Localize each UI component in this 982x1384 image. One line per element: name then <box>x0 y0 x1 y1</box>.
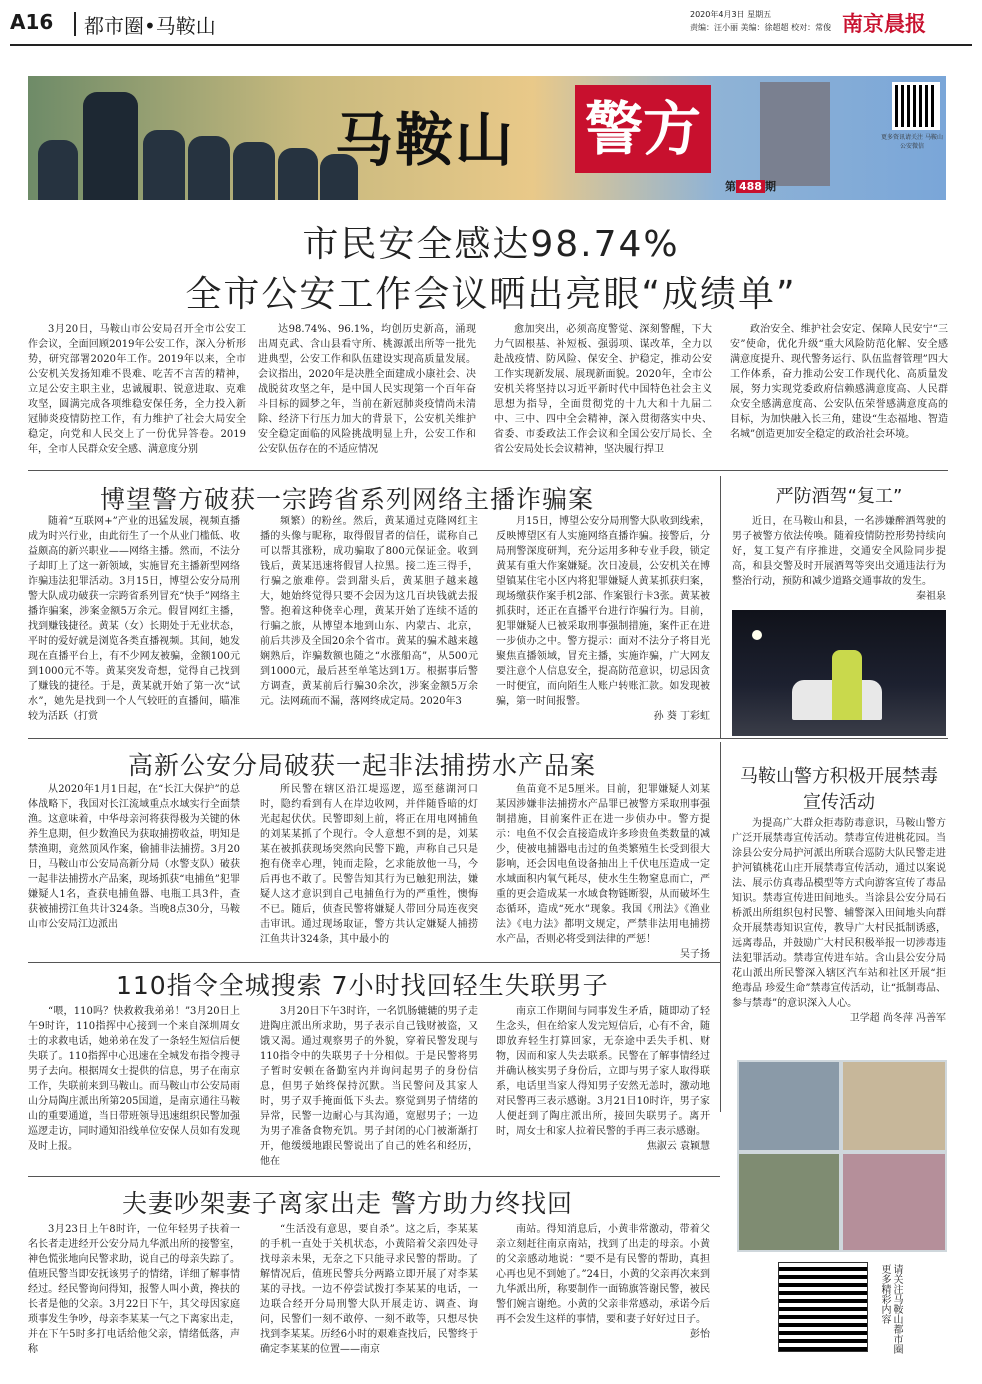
lead-headline-2: 全市公安工作会议晒出亮眼“成绩单” <box>185 274 797 315</box>
sidebar-headline: 马鞍山警方积极开展禁毒宣传活动 <box>740 766 938 813</box>
qr-code-icon <box>892 82 940 130</box>
banner-title-highlight: 警方 <box>575 85 711 173</box>
masthead-logo: 南京晨报 <box>842 11 926 36</box>
article-column: 3月20日下午3时许，一名饥肠辘辘的男子走进陶庄派出所求助，男子表示自己钱财被盗，又饿又渴。通过观察男子的外貌，穿着民警发现与110指令中的失联男子十分相似。于是民警将男子暂时安顿在备勤室内并询问起男子的身份信息，但男子始终保持沉默。当民警问及其家人时，男子双手掩面低下头去。察觉到男子情绪的异常，民警一边耐心与其沟通，宽慰男子；一边为男子准备食物充饥。男子封闭的心门被渐渐打开，他缓缓地跟民警说出了自己的姓名和经历，他在 <box>260 1006 478 1167</box>
issue-number <box>725 178 776 194</box>
sidebar-headline: 严防酒驾“复工” <box>775 486 903 507</box>
qr-footer-caption: 请关注马鞍山都市圈 更多精彩内容 <box>879 1264 902 1354</box>
article-headline: 夫妻吵架妻子离家出走 警方助力终找回 <box>122 1189 573 1218</box>
sidebar-body: 近日，在马鞍山和县，一名涉嫌醉酒驾驶的男子被警方依法传唤。随着疫情防控形势持续向好，复工复产有序推进，交通安全风险同步提高，和县交警及时开展酒驾等突出交通违法行为整治行动，预防和减少道路交通事故的发生。 秦祖泉 <box>732 516 946 602</box>
page-number: A16 <box>10 10 54 34</box>
article-column: 从2020年1月1日起，在“长江大保护”的总体战略下，我国对长江流域重点水域实行全面禁渔。这意味着，中华母亲河将获得极为关键的休养生息期，但少数渔民为获取捕捞收益，明知是禁渔期，竟然顶风作案，偷捕非法捕捞。3月20日，马鞍山市公安局高新分局（水警支队）破获一起非法捕捞水产品案，现场抓获“电捕鱼”犯罪嫌疑人1名，查获电捕鱼器、电瓶工具3件，查获被捕捞江鱼共计324条。当晚8点30分，马鞍山市公安局江边派出 <box>28 784 240 930</box>
article-column: 月15日，博望公安分局刑警大队收到线索，反映博望区有人实施网络直播诈骗。接警后，分局刑警深度研判，充分运用多种专业手段，锁定黄某有重大作案嫌疑。次日凌晨，公安机关在博望镇某住宅小区内将犯罪嫌疑人黄某抓获归案，现场缴获作案手机2部、作案银行卡3张。黄某被抓获时，还正在直播平台进行诈骗行为。目前，犯罪嫌疑人已被采取刑事强制措施，案件正在进一步侦办之中。警方提示：面对不法分子将目光聚焦直播领域，冒充主播，实施诈骗，广大网友要注意个人信息安全，提高防范意识，切忌因贪一时便宜，而向陌生人账户转账汇款。如发现被骗，第一时间报警。 孙 葵 丁彩虹 <box>496 516 710 722</box>
byline: 卫学超 尚冬萍 冯善军 <box>849 1013 946 1024</box>
dateline: 2020年4月3日 星期五 <box>690 10 772 19</box>
byline: 焦淑云 袁颖慧 <box>646 1141 710 1152</box>
issue-suffix: 期 <box>764 180 776 193</box>
banner-title: 马鞍山 <box>335 106 516 174</box>
byline: 吴子扬 <box>680 949 710 958</box>
antidrug-photo-collage <box>737 1060 947 1252</box>
article-column: 随着“互联网+”产业的迅猛发展，视频直播成为时兴行业，由此衍生了一个从业门槛低、收益颇高的新兴职业——网络主播。然而，不法分子却盯上了这一新领域，实施冒充主播新型网络诈骗违法犯罪活动。3月15日，博望公安分局刑警大队成功破获一宗跨省系列冒充“快手”网络主播诈骗案，涉案金额5万余元。假冒网红主播，找到赚钱捷径。黄某（女）长期处于无业状态，平时的爱好就是浏览各类直播视频。其间，她发现在直播平台上，有不少网友被骗，金额100元到1000元不等。黄某突发奇想，觉得自己找到了赚钱的捷径。于是，黄某就开始了第一次“试水”，她先是找到一个人气较旺的直播间，瞄准较为活跃（打赏 <box>28 516 240 722</box>
column-rule <box>720 742 721 1112</box>
header-rule <box>10 44 972 46</box>
article-column: 南站。得知消息后，小黄非常激动，带着父亲立刻赶往南京南站，找到了出走的母亲。小黄的父亲感动地说：“要不是有民警的帮助，真担心再也见不到她了。”24日，小黄的父亲再次来到九华派出所，称要制作一面锦旗答谢民警，被民警们婉言谢绝。小黄的父亲非常感动，承诺今后再不会发生这样的事情，要和妻子好好过日子。 彭怡 <box>496 1224 710 1340</box>
issue-value: 488 <box>736 180 765 193</box>
article-column: 3月23日上午8时许，一位年轻男子扶着一名长者走进经开公安分局九华派出所的接警室，神色慌张地向民警求助，说自己的母亲失踪了。值班民警当即安抚该男子的情绪，详细了解事情经过。经民警询问得知，报警人叫小黄，搀扶的长者是他的父亲。3月22日下午，其父母因家庭琐事发生争吵，母亲李某某一气之下离家出走，并在下午5时多打电话给他父亲，情绪低落，声称 <box>28 1224 240 1355</box>
lead-column-3: 愈加突出，必须高度警觉、深刻警醒，下大力气固根基、补短板、强弱项、谋改革，全力以赴战疫情、防风险、保安全、护稳定，推动公安工作实现新发展、展现新面貌。2020年，全市公安机关将坚持以习近平新时代中国特色社会主义思想为指导，全面贯彻党的十九大和十九届二中、三中、四中全会精神，深入贯彻落实中央、省委、市委政法工作会议和全国公安厅局长、全省公安局处长会议精神，坚决履行捍卫 <box>494 324 712 455</box>
article-column: “喂，110吗？快救救我弟弟！”3月20日上午9时许，110指挥中心接到一个来自深圳周女士的求救电话，她弟弟在发了一条轻生短信后便失联了。110指挥中心迅速在全城发布指令搜寻男子去向。根据周女士提供的信息，男子在南京工作，失联前来到马鞍山。而马鞍山市公安局雨山分局陶庄派出所第205国道，是南京通往马鞍山的重要通道，当日带班领导迅速组织民警加强巡逻走访，同时通知沿线单位安保人员如有发现及时上报。 <box>28 1006 240 1152</box>
qr-code-icon <box>778 1262 868 1352</box>
article-headline: 高新公安分局破获一起非法捕捞水产品案 <box>128 751 597 780</box>
article-column: “生活没有意思，要自杀”。这之后，李某某的手机一直处于关机状态，小黄陪着父亲四处寻找母亲未果，无奈之下只能寻求民警的帮助。了解情况后，值班民警兵分两路立即开展了对李某某的寻找。一边不停尝试拨打李某某的电话，一边联合经开分局刑警大队开展走访、调查、询问，民警们一刻不敢停、一刻不敢等，只想尽快找到李某某。历经6小时的艰难查找后，民警终于确定李某某的位置——南京 <box>260 1224 478 1355</box>
section-rule <box>28 962 720 963</box>
byline: 孙 葵 丁彩虹 <box>653 711 710 722</box>
article-headline: 110指令全城搜索 7小时找回轻生失联男子 <box>116 971 609 1000</box>
article-column: 鱼苗竟不足5厘米。目前，犯罪嫌疑人刘某某因涉嫌非法捕捞水产品罪已被警方采取刑事强制措施，目前案件正在进一步侦办中。警方提示：电鱼不仅会直接造成许多珍贵鱼类数量的减少，使被电捕器电击过的鱼类繁殖生长受到很大影响，还会因电鱼设备抽出上千伏电压造成一定水域面积内氧气耗尽，使水生生物窒息而亡，严重的更会造成某一水域食物链断裂，从而破坏生态循环，造成“死水”现象。我国《刑法》《渔业法》《电力法》都明文规定，严禁非法用电捕捞水产品，否则必将受到法律的严惩！ 吴子扬 <box>496 782 710 958</box>
byline: 彭怡 <box>690 1329 710 1340</box>
byline: 秦祖泉 <box>916 591 946 602</box>
issue-prefix: 第 <box>725 180 736 193</box>
section-name: 都市圈•马鞍山 <box>84 14 216 38</box>
header-separator <box>74 12 76 36</box>
lead-column-4: 政治安全、维护社会安定、保障人民安宁“三安”使命，优化升级“重大风险防范化解、安全感满意度提升、现代警务运行、队伍监督管理”四大工作体系，奋力推动公安工作现代化、高质量发展，努力实现党委政府信赖感满意度高、人民群众安全感满意度高、公安队伍荣誉感满意度高的目标，为加快融入长三角，建设“生态福地、智造名城”创造更加安全稳定的政治社会环境。 <box>730 324 948 440</box>
section-rule <box>28 470 948 471</box>
section-rule <box>28 1176 720 1177</box>
lead-column-2: 达98.74%、96.1%，均创历史新高，涌现出周克武、含山县看守所、桃源派出所等一批先进典型，公安工作和队伍建设实现高质量发展。会议指出，2020年是决胜全面建成小康社会、决战脱贫攻坚之年，是中国人民实现第一个百年奋斗目标的圆梦之年，当前在新冠肺炎疫情尚未清除、经济下行压力加大的背景下，公安机关维护安全稳定面临的风险挑战明显上升，公安工作和公安队伍存在的不适应情况 <box>258 324 476 455</box>
article-headline: 博望警方破获一宗跨省系列网络主播诈骗案 <box>100 485 595 514</box>
article-column: 频繁）的粉丝。然后，黄某通过克隆网红主播的头像与昵称，取得假冒者的信任，谎称自己可以帮其涨粉，成功骗取了800元保证金。收到钱后，黄某迅速将假冒人拉黑。接二连三得手，行骗之旅难停。尝到甜头后，黄某胆子越来越大，她始终觉得只要不会因为这几百块钱就去报警。抱着这种侥幸心理，黄某开始了连续不适的行骗之旅，从博望本地到山东、内蒙古、北京，前后共涉及全国20余个省市。黄某的骗术越来越娴熟后，诈骗数额也随之“水涨船高”，从500元到1000元，最后甚至单笔达到1万。根据事后警方调查，黄某前后行骗30余次，涉案金额5万余元。法网疏而不漏，落网终成定局。2020年3 <box>260 516 478 707</box>
building-image <box>760 82 830 186</box>
editors-line: 责编：汪小丽 美编：徐超超 校对：常俊 <box>690 23 832 32</box>
lead-column-1: 3月20日，马鞍山市公安局召开全市公安工作会议，全面回顾2019年公安工作，深入分析形势，研究部署2020年工作。2019年以来，全市公安机关发扬知难不畏难、吃苦不言苦的精神，立足公安主职主业，忠诚履职、锐意进取、克难攻坚，圆满完成各项维稳安保任务，全力投入新冠肺炎疫情防控工作，有力维护了社会大局安全稳定，向党和人民交上了一份优异答卷。2019年，全市人民群众安全感、满意度分别 <box>28 324 246 455</box>
section-rule <box>28 738 948 739</box>
article-column: 南京工作期间与同事发生矛盾，随即动了轻生念头，但在给家人发完短信后，心有不舍，随即放弃轻生打算回家，无奈途中丢失手机、财物，因而和家人失去联系。民警在了解事情经过并确认核实男子身份后，立即与男子家人取得联系，电话里当家人得知男子安然无恙时，激动地对民警再三表示感谢。3月21日10时许，男子家人便赶到了陶庄派出所，接回失联男子。离开时，周女士和家人拉着民警的手再三表示感谢。 焦淑云 袁颖慧 <box>496 1006 710 1152</box>
lead-headline-1: 市民安全感达98.74% <box>302 224 680 265</box>
qr-caption: 更多资讯请关注 马鞍山公安微信 <box>881 134 943 150</box>
article-column: 所民警在辖区沿江堤巡逻，巡至慈湖河口时，隐约看到有人在岸边收网，并伴随昏暗的灯光起起伏伏。民警即刻上前，将正在用电网捕鱼的刘某某抓了个现行。令人意想不到的是，刘某某在被抓获现场突然向民警下跪，声称自己只是抱有侥幸心理，钝而走险，乞求能放他一马，今后再也不敢了。民警告知其行为已触犯刑法，嫌疑人这才意识到自己电捕鱼行为的严重性，懊悔不已。随后，侦查民警将嫌疑人带回分局连夜突击审讯。通过现场取证，警方共认定嫌疑人捕捞江鱼共计324条，其中最小的 <box>260 784 478 945</box>
drunk-driving-photo <box>732 610 946 736</box>
column-rule <box>720 476 721 738</box>
sidebar-body: 为提高广大群众拒毒防毒意识，马鞍山警方广泛开展禁毒宣传活动。禁毒宣传进桃花园。当涂县公安分局护河派出所联合巡防大队民警走进护河镇桃花山庄开展禁毒宣传活动，通过以案说法、展示仿真毒品模型等方式向游客宣传了毒品知识。禁毒宣传进田间地头。当涂县公安分局石桥派出所组织包村民警、辅警深入田间地头向群众开展禁毒知识宣传，教导广大村民抵制诱惑，远离毒品，并鼓励广大村民积极举报一切涉毒违法犯罪活动。禁毒宣传进车站。含山县公安分局花山派出所民警深入辖区汽车站和社区开展“拒绝毒品 珍爱生命”禁毒宣传活动，让“抵制毒品、参与禁毒”的意识深入人心。 卫学超 尚冬萍 冯善军 <box>732 818 946 1024</box>
